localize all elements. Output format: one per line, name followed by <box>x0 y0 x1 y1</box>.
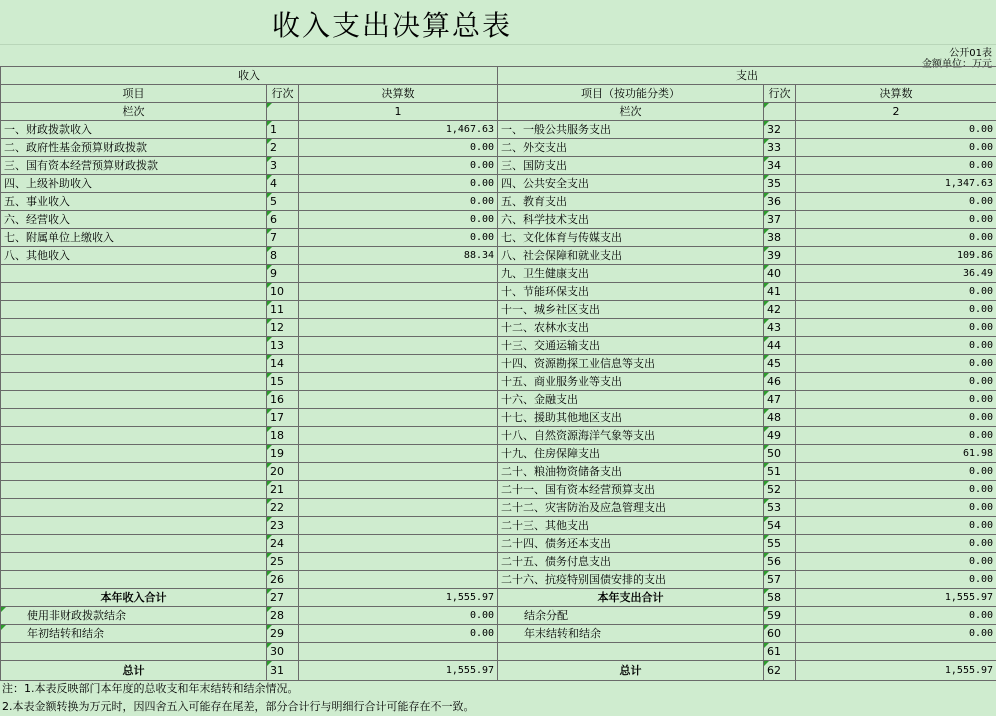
expense-amount: 0.00 <box>796 193 996 211</box>
title-bar <box>0 0 996 45</box>
income-amount: 0.00 <box>299 193 498 211</box>
expense-amount: 61.98 <box>796 445 996 463</box>
expense-line-no: 32 <box>764 121 796 139</box>
expense-item: 十一、城乡社区支出 <box>498 301 764 319</box>
income-item: 使用非财政拨款结余 <box>1 607 267 625</box>
expense-amount: 0.00 <box>796 355 996 373</box>
unit-label: 金额单位：万元 <box>922 59 992 70</box>
expense-column-blank <box>764 103 796 121</box>
expense-item: 二十四、债务还本支出 <box>498 535 764 553</box>
expense-item-header: 项目（按功能分类） <box>498 85 764 103</box>
income-item <box>1 571 267 589</box>
expense-item: 十三、交通运输支出 <box>498 337 764 355</box>
expense-column-label: 栏次 <box>498 103 764 121</box>
income-line-no: 17 <box>267 409 299 427</box>
income-line-no: 8 <box>267 247 299 265</box>
expense-item: 十五、商业服务业等支出 <box>498 373 764 391</box>
expense-column-number: 2 <box>796 103 996 121</box>
income-line-no: 27 <box>267 589 299 607</box>
expense-line-no: 52 <box>764 481 796 499</box>
expense-amount: 0.00 <box>796 301 996 319</box>
income-amount <box>299 355 498 373</box>
expense-amount: 1,347.63 <box>796 175 996 193</box>
table-row <box>1 391 996 409</box>
income-item <box>1 337 267 355</box>
expense-item <box>498 643 764 661</box>
expense-item: 结余分配 <box>498 607 764 625</box>
income-amount <box>299 265 498 283</box>
note-1: 注：1.本表反映部门本年度的总收支和年末结转和结余情况。 <box>2 682 299 695</box>
expense-item: 总计 <box>498 661 764 681</box>
income-item: 三、国有资本经营预算财政拨款 <box>1 157 267 175</box>
income-item: 六、经营收入 <box>1 211 267 229</box>
summary-table <box>0 66 996 681</box>
income-line-no: 10 <box>267 283 299 301</box>
expense-amount: 36.49 <box>796 265 996 283</box>
expense-line-no: 35 <box>764 175 796 193</box>
table-row <box>1 481 996 499</box>
income-item <box>1 553 267 571</box>
income-header: 收入 <box>1 67 498 85</box>
expense-line-no: 44 <box>764 337 796 355</box>
income-amount <box>299 643 498 661</box>
table-row <box>1 211 996 229</box>
income-item <box>1 373 267 391</box>
table-row <box>1 607 996 625</box>
expense-line-no: 34 <box>764 157 796 175</box>
expense-amount: 0.00 <box>796 391 996 409</box>
income-amount <box>299 481 498 499</box>
income-line-no: 29 <box>267 625 299 643</box>
expense-item: 年末结转和结余 <box>498 625 764 643</box>
table-row <box>1 571 996 589</box>
expense-line-no: 38 <box>764 229 796 247</box>
income-amount: 1,555.97 <box>299 661 498 681</box>
income-item <box>1 319 267 337</box>
expense-item: 十六、金融支出 <box>498 391 764 409</box>
income-column-number: 1 <box>299 103 498 121</box>
table-row <box>1 337 996 355</box>
income-item <box>1 643 267 661</box>
income-item <box>1 481 267 499</box>
table-row <box>1 157 996 175</box>
expense-item: 二十一、国有资本经营预算支出 <box>498 481 764 499</box>
expense-line-no: 37 <box>764 211 796 229</box>
income-line-no: 28 <box>267 607 299 625</box>
expense-line-no: 51 <box>764 463 796 481</box>
expense-item: 五、教育支出 <box>498 193 764 211</box>
expense-item: 十四、资源勘探工业信息等支出 <box>498 355 764 373</box>
expense-amount: 0.00 <box>796 499 996 517</box>
expense-line-no: 40 <box>764 265 796 283</box>
expense-item: 二十三、其他支出 <box>498 517 764 535</box>
table-row <box>1 319 996 337</box>
expense-line-no: 60 <box>764 625 796 643</box>
table-row <box>1 301 996 319</box>
expense-item: 八、社会保障和就业支出 <box>498 247 764 265</box>
income-item <box>1 301 267 319</box>
income-amount <box>299 337 498 355</box>
table-row <box>1 247 996 265</box>
expense-line-no: 50 <box>764 445 796 463</box>
expense-item: 十七、援助其他地区支出 <box>498 409 764 427</box>
income-line-no: 16 <box>267 391 299 409</box>
income-amount: 1,467.63 <box>299 121 498 139</box>
expense-line-no: 42 <box>764 301 796 319</box>
income-item-header: 项目 <box>1 85 267 103</box>
table-row <box>1 229 996 247</box>
income-item <box>1 391 267 409</box>
income-amount: 0.00 <box>299 211 498 229</box>
table-row <box>1 445 996 463</box>
expense-amount: 1,555.97 <box>796 589 996 607</box>
income-amount <box>299 283 498 301</box>
expense-line-no: 56 <box>764 553 796 571</box>
table-row <box>1 265 996 283</box>
expense-item: 二、外交支出 <box>498 139 764 157</box>
expense-line-no: 47 <box>764 391 796 409</box>
income-amount <box>299 301 498 319</box>
expense-amount: 0.00 <box>796 139 996 157</box>
expense-item: 九、卫生健康支出 <box>498 265 764 283</box>
expense-item: 一、一般公共服务支出 <box>498 121 764 139</box>
expense-amount: 109.86 <box>796 247 996 265</box>
income-line-no: 25 <box>267 553 299 571</box>
income-amount <box>299 535 498 553</box>
expense-item: 二十五、债务付息支出 <box>498 553 764 571</box>
expense-amount: 0.00 <box>796 535 996 553</box>
income-amount <box>299 391 498 409</box>
table-row <box>1 175 996 193</box>
table-row <box>1 373 996 391</box>
expense-item: 二十二、灾害防治及应急管理支出 <box>498 499 764 517</box>
table-row <box>1 553 996 571</box>
income-amount <box>299 445 498 463</box>
expense-item: 七、文化体育与传媒支出 <box>498 229 764 247</box>
income-line-no: 18 <box>267 427 299 445</box>
income-item: 四、上级补助收入 <box>1 175 267 193</box>
income-line-no: 21 <box>267 481 299 499</box>
income-item <box>1 463 267 481</box>
expense-item: 十九、住房保障支出 <box>498 445 764 463</box>
expense-amount: 0.00 <box>796 319 996 337</box>
expense-amount-header: 决算数 <box>796 85 996 103</box>
income-column-blank <box>267 103 299 121</box>
income-item <box>1 517 267 535</box>
income-line-no: 9 <box>267 265 299 283</box>
table-row <box>1 139 996 157</box>
income-amount <box>299 499 498 517</box>
table-row <box>1 283 996 301</box>
expense-amount: 0.00 <box>796 211 996 229</box>
income-line-no: 19 <box>267 445 299 463</box>
income-amount: 0.00 <box>299 175 498 193</box>
table-row <box>1 193 996 211</box>
expense-item: 十八、自然资源海洋气象等支出 <box>498 427 764 445</box>
income-amount: 0.00 <box>299 157 498 175</box>
table-row <box>1 427 996 445</box>
expense-amount: 0.00 <box>796 571 996 589</box>
income-line-no: 11 <box>267 301 299 319</box>
expense-item: 四、公共安全支出 <box>498 175 764 193</box>
expense-line-no: 46 <box>764 373 796 391</box>
income-line-no: 6 <box>267 211 299 229</box>
expense-amount: 0.00 <box>796 517 996 535</box>
income-amount-header: 决算数 <box>299 85 498 103</box>
income-item: 二、政府性基金预算财政拨款 <box>1 139 267 157</box>
expense-item: 三、国防支出 <box>498 157 764 175</box>
income-line-no: 4 <box>267 175 299 193</box>
income-amount <box>299 571 498 589</box>
income-item: 五、事业收入 <box>1 193 267 211</box>
income-item <box>1 409 267 427</box>
table-row <box>1 355 996 373</box>
income-line-no: 2 <box>267 139 299 157</box>
expense-amount: 1,555.97 <box>796 661 996 681</box>
expense-line-no: 53 <box>764 499 796 517</box>
expense-item: 本年支出合计 <box>498 589 764 607</box>
expense-line-no: 48 <box>764 409 796 427</box>
income-line-no: 1 <box>267 121 299 139</box>
income-line-no: 12 <box>267 319 299 337</box>
expense-line-no: 55 <box>764 535 796 553</box>
income-amount <box>299 553 498 571</box>
income-amount <box>299 427 498 445</box>
table-row <box>1 589 996 607</box>
income-amount: 0.00 <box>299 625 498 643</box>
expense-amount: 0.00 <box>796 427 996 445</box>
page-title: 收入支出决算总表 <box>272 9 513 42</box>
expense-amount: 0.00 <box>796 625 996 643</box>
income-item <box>1 265 267 283</box>
expense-line-no: 58 <box>764 589 796 607</box>
expense-line-no: 49 <box>764 427 796 445</box>
table-row <box>1 517 996 535</box>
income-item: 一、财政拨款收入 <box>1 121 267 139</box>
income-item: 本年收入合计 <box>1 589 267 607</box>
form-code: 公开01表 <box>949 48 992 59</box>
income-item <box>1 283 267 301</box>
expense-line-no: 59 <box>764 607 796 625</box>
income-line-no: 14 <box>267 355 299 373</box>
expense-amount: 0.00 <box>796 409 996 427</box>
income-item: 八、其他收入 <box>1 247 267 265</box>
expense-item: 六、科学技术支出 <box>498 211 764 229</box>
income-amount <box>299 463 498 481</box>
expense-item: 十、节能环保支出 <box>498 283 764 301</box>
income-line-no: 20 <box>267 463 299 481</box>
expense-amount: 0.00 <box>796 283 996 301</box>
income-item <box>1 499 267 517</box>
expense-amount <box>796 643 996 661</box>
expense-header: 支出 <box>498 67 996 85</box>
income-line-no: 23 <box>267 517 299 535</box>
expense-item: 十二、农林水支出 <box>498 319 764 337</box>
expense-line-no: 45 <box>764 355 796 373</box>
expense-amount: 0.00 <box>796 481 996 499</box>
income-line-header: 行次 <box>267 85 299 103</box>
expense-line-no: 62 <box>764 661 796 681</box>
expense-line-no: 41 <box>764 283 796 301</box>
table-row <box>1 535 996 553</box>
expense-amount: 0.00 <box>796 607 996 625</box>
income-line-no: 22 <box>267 499 299 517</box>
expense-line-no: 36 <box>764 193 796 211</box>
income-amount <box>299 319 498 337</box>
income-item <box>1 427 267 445</box>
income-line-no: 7 <box>267 229 299 247</box>
income-item <box>1 355 267 373</box>
income-amount: 88.34 <box>299 247 498 265</box>
expense-line-no: 33 <box>764 139 796 157</box>
income-amount: 0.00 <box>299 139 498 157</box>
expense-amount: 0.00 <box>796 121 996 139</box>
income-line-no: 3 <box>267 157 299 175</box>
income-amount: 0.00 <box>299 229 498 247</box>
income-item <box>1 445 267 463</box>
expense-amount: 0.00 <box>796 373 996 391</box>
table-row <box>1 643 996 661</box>
table-row <box>1 661 996 681</box>
expense-item: 二十六、抗疫特别国债安排的支出 <box>498 571 764 589</box>
expense-line-header: 行次 <box>764 85 796 103</box>
expense-line-no: 61 <box>764 643 796 661</box>
expense-line-no: 57 <box>764 571 796 589</box>
income-line-no: 15 <box>267 373 299 391</box>
income-amount: 1,555.97 <box>299 589 498 607</box>
income-amount <box>299 517 498 535</box>
income-line-no: 31 <box>267 661 299 681</box>
income-amount <box>299 409 498 427</box>
income-line-no: 26 <box>267 571 299 589</box>
income-item: 七、附属单位上缴收入 <box>1 229 267 247</box>
expense-amount: 0.00 <box>796 337 996 355</box>
expense-line-no: 43 <box>764 319 796 337</box>
income-line-no: 5 <box>267 193 299 211</box>
income-line-no: 13 <box>267 337 299 355</box>
income-item <box>1 535 267 553</box>
expense-amount: 0.00 <box>796 157 996 175</box>
expense-amount: 0.00 <box>796 229 996 247</box>
table-row <box>1 499 996 517</box>
table-row <box>1 409 996 427</box>
income-item: 年初结转和结余 <box>1 625 267 643</box>
expense-line-no: 54 <box>764 517 796 535</box>
expense-amount: 0.00 <box>796 463 996 481</box>
income-line-no: 30 <box>267 643 299 661</box>
income-column-label: 栏次 <box>1 103 267 121</box>
note-2: 2.本表金额转换为万元时，因四舍五入可能存在尾差，部分合计行与明细行合计可能存在不一致。 <box>2 700 475 713</box>
income-amount: 0.00 <box>299 607 498 625</box>
table-row <box>1 121 996 139</box>
expense-item: 二十、粮油物资储备支出 <box>498 463 764 481</box>
income-amount <box>299 373 498 391</box>
expense-amount: 0.00 <box>796 553 996 571</box>
income-line-no: 24 <box>267 535 299 553</box>
income-item: 总计 <box>1 661 267 681</box>
table-row <box>1 463 996 481</box>
expense-line-no: 39 <box>764 247 796 265</box>
table-row <box>1 625 996 643</box>
